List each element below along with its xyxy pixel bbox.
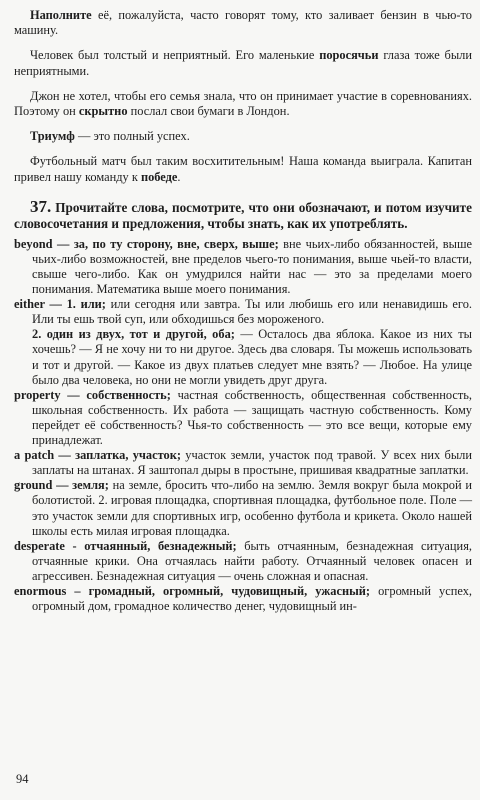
headword: property: [14, 387, 61, 402]
headword: beyond: [14, 236, 53, 251]
translation: — земля;: [52, 478, 109, 493]
entry-text: на земле, бросить что-либо на землю. Земля вокруг была мокрой и болотистой. 2. игровая площадка, спортивная площадка, футбольное поле. Поле — это участок земли для спортивных игр, особенно футбола и крикета. Около нашей школы есть милая игровая площадка.: [32, 478, 472, 538]
entry-text: огромный успех, огромный дом, громадное количество денег, чудовищный ин-: [32, 583, 472, 614]
vocab-entry-beyond: [14, 237, 472, 297]
highlighted-term: скрытно: [78, 104, 128, 119]
intro-paragraph: Футбольный матч был таким восхитительным! Наша команда выиграла. Капитан привел нашу команду к победе.: [14, 154, 472, 184]
exercise-heading: [14, 196, 472, 233]
headword: a patch: [14, 448, 55, 463]
intro-paragraph: Триумф — это полный успех.: [30, 129, 190, 144]
vocab-entry-property: [14, 388, 472, 448]
vocab-entry-enormous: [14, 584, 472, 614]
translation: - отчаянный, безнадежный;: [64, 538, 237, 553]
vocabulary-list: [14, 237, 472, 614]
highlighted-term: Триумф: [30, 129, 75, 144]
translation: 2. один из двух, тот и другой, оба;: [32, 327, 235, 342]
translation: – громадный, огромный, чудовищный, ужасный;: [66, 583, 371, 598]
intro-paragraph: Наполните её, пожалуйста, часто говорят тому, кто заливает бензин в чью-то машину.: [14, 8, 472, 38]
vocab-entry-desperate: [14, 539, 472, 584]
highlighted-term: победе: [140, 169, 178, 184]
intro-paragraph: Джон не хотел, чтобы его семья знала, что он принимает участие в соревнованиях. Поэтому он скрытно послал свои бумаги в Лондон.: [14, 88, 472, 119]
translation: — собственность;: [60, 387, 171, 402]
exercise-instruction: Прочитайте слова, посмотрите, что они обозначают, и потом изучите словосочетания и предложения, чтобы знать, как их употреблять.: [14, 199, 472, 232]
vocab-entry-patch: [14, 448, 472, 478]
headword: ground: [14, 478, 53, 493]
exercise-number: 37.: [30, 196, 52, 216]
entry-text: — Осталось два яблока. Какое из них ты хочешь? — Я не хочу ни то ни другое. Здесь два словаря. Ты можешь использовать и тот и другой. — Какое из двух платьев следует мне взять? — Любое. На улице было два человека, но они не могли увидеть друг друга.: [32, 327, 472, 387]
entry-text: частная собственность, общественная собственность, школьная собственность. Их работа — защищать частную собственность. Кому перейдет её собственность? Чья-то собственность — это все вещи, которые ему принадлежат.: [32, 387, 472, 448]
entry-text: быть отчаянным, безнадежная ситуация, отчаянные крики. Она отчаялась найти работу. Отчаянный человек опасен и агрессивен. Безнадежная ситуация — очень сложная и опасная.: [32, 538, 472, 583]
translation: — 1. или;: [44, 297, 106, 312]
entry-text: или сегодня или завтра. Ты или любишь его или ненавидишь его. Или ты ешь твой суп, или обходишься без мороженого.: [32, 297, 472, 327]
translation: — за, по ту сторону, вне, сверх, выше;: [52, 236, 279, 251]
page-number: 94: [16, 772, 29, 786]
vocab-entry-either-sense-2: [14, 327, 472, 387]
highlighted-term: поросячьи: [319, 48, 379, 63]
entry-text: участок земли, участок под травой. У всех них были заплаты на штанах. Я заштопал дыры в простыне, пришивая квадратные заплатки.: [32, 448, 472, 478]
intro-section: [14, 8, 472, 185]
highlighted-term: Наполните: [30, 8, 92, 22]
headword: desperate: [14, 538, 65, 553]
vocab-entry-either: [14, 297, 472, 327]
headword: either: [14, 297, 45, 312]
page: [14, 8, 472, 614]
translation: — заплатка, участок;: [54, 448, 181, 463]
entry-text: вне чьих-либо обязанностей, выше чьих-либо возможностей, вне пределов чьего-то понимания, выше чьей-то власти, свыше чего-либо. Как он умудрился найти нас — это за пределами моего понимания. Математика выше моего понимания.: [32, 236, 472, 297]
vocab-entry-ground: [14, 478, 472, 538]
headword: enormous: [14, 583, 67, 598]
intro-paragraph: Человек был толстый и неприятный. Его маленькие поросячьи глаза тоже были неприятными.: [14, 48, 472, 78]
